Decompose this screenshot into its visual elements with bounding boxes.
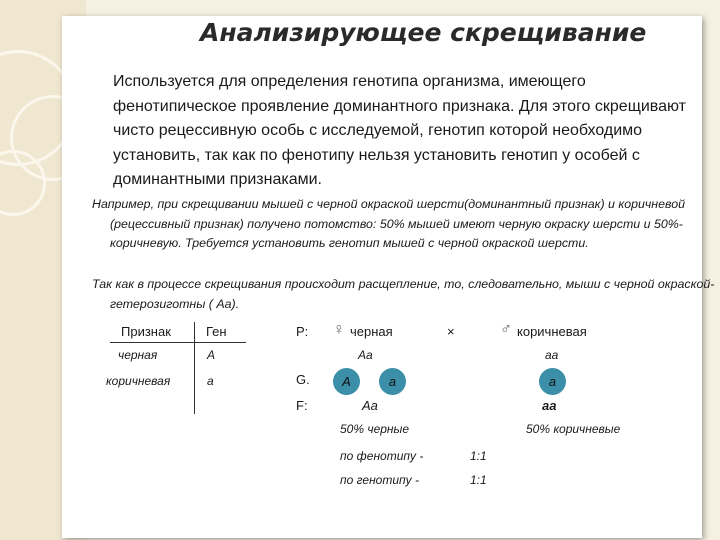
- male-genotype: аа: [545, 348, 559, 362]
- table-header-gene: Ген: [206, 324, 227, 339]
- parents-label: P:: [296, 324, 309, 339]
- offspring-label: F:: [296, 398, 308, 413]
- intro-paragraph: Используется для определения генотипа организма, имеющего фенотипическое проявление доминантного признака. Для этого скрещивают чисто рецессивную особь с исследуемой, генотип которой необходимо установить, так как по фенотипу нельзя установить генотип у особей с доминантными признаками.: [113, 73, 686, 188]
- table-divider-horizontal: [110, 342, 246, 343]
- male-phenotype: коричневая: [517, 324, 587, 339]
- table-cell-gene: А: [207, 348, 216, 362]
- cross-symbol: ×: [447, 324, 455, 339]
- female-genotype: Аа: [358, 348, 373, 362]
- female-symbol: ♀: [333, 321, 345, 338]
- genotype-ratio-label: по генотипу -: [340, 473, 419, 487]
- female-phenotype: черная: [350, 324, 393, 339]
- table-cell-trait: черная: [118, 348, 158, 362]
- phenotype-ratio-label: по фенотипу -: [340, 449, 424, 463]
- offspring-phenotype: 50% черные: [340, 422, 410, 436]
- table-cell-gene: а: [207, 374, 214, 388]
- table-cell-trait: коричневая: [106, 374, 171, 388]
- phenotype-ratio: 1:1: [470, 449, 487, 463]
- table-header-trait: Признак: [121, 324, 171, 339]
- male-symbol: ♂: [500, 321, 512, 338]
- gamete-circle: А: [333, 368, 360, 395]
- table-divider-vertical: [194, 322, 195, 414]
- genotype-ratio: 1:1: [470, 473, 487, 487]
- offspring-genotype: Аа: [362, 398, 378, 413]
- gamete-circle: а: [539, 368, 566, 395]
- gametes-label: G.: [296, 372, 310, 387]
- example-paragraph: Например, при скрещивании мышей с черной окраской шерсти(доминантный признак) и коричневой (рецессивный признак) получено потомство: 50% мышей имеют черную окраску шерсти и 50%- коричневую. Требуется установить генотип мышей с черной окраской шерсти.: [92, 197, 685, 250]
- slide-title: Анализирующее скрещивание: [200, 18, 647, 47]
- offspring-phenotype: 50% коричневые: [526, 422, 621, 436]
- gamete-circle: а: [379, 368, 406, 395]
- conclusion-paragraph: Так как в процессе скрещивания происходит расщепление, то, следовательно, мыши с черной окраской- гетерозиготны ( Аа).: [92, 277, 715, 311]
- offspring-genotype: аа: [542, 398, 557, 413]
